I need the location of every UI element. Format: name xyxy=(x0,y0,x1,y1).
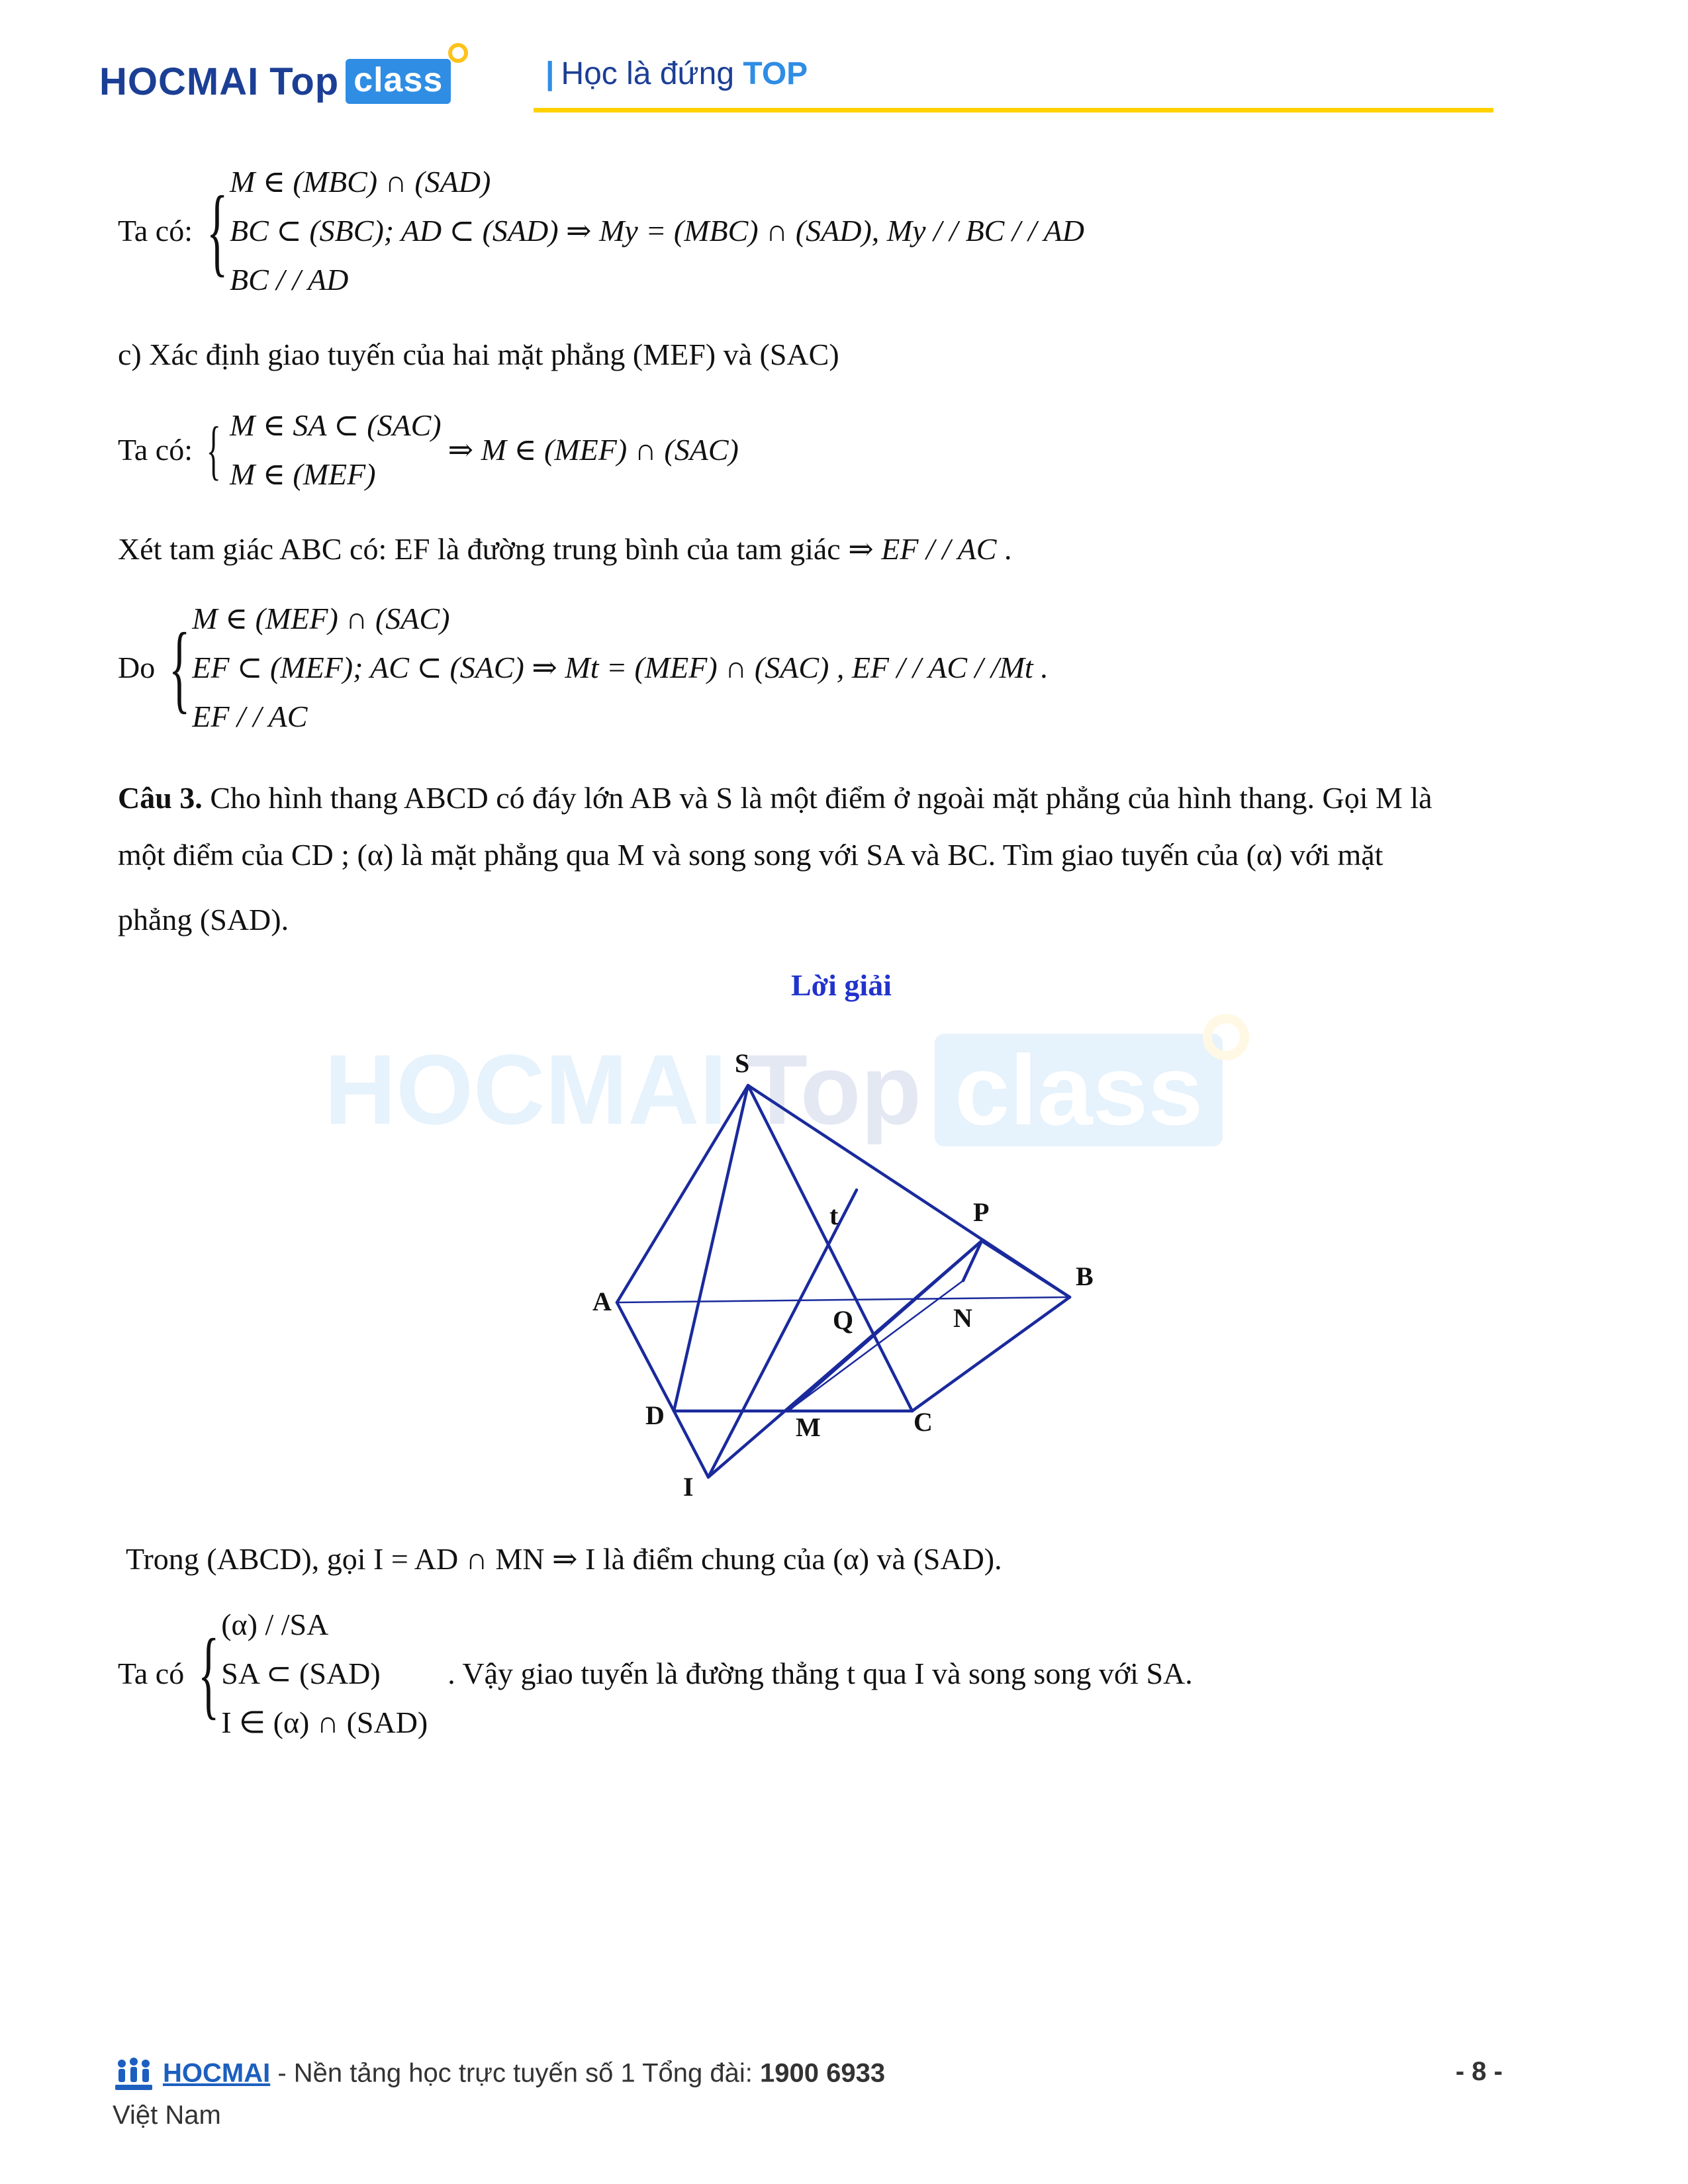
question3-line-3: phẳng (SAD). xyxy=(118,903,289,936)
block4-line-3: I ∈ (α) ∩ (SAD) xyxy=(221,1706,428,1739)
logo-hocmai: HOCMAI xyxy=(99,60,259,103)
consider-line xyxy=(118,531,1011,567)
block4-line-2: SA ⊂ (SAD) xyxy=(221,1657,381,1690)
question3-text-1: Cho hình thang ABCD có đáy lớn AB và S là một điểm ở ngoài mặt phẳng của hình thang. Gọi M là xyxy=(202,781,1432,815)
edge-SA xyxy=(617,1085,748,1302)
question3-label: Câu 3. xyxy=(118,781,203,815)
block4-conclusion: . Vậy giao tuyến là đường thẳng t qua I và song song với SA. xyxy=(447,1657,1193,1691)
block4-line-1: (α) / /SA xyxy=(221,1608,329,1641)
page-number: - 8 - xyxy=(1455,2057,1503,2086)
block3-line-2: EF ⊂ (MEF); AC ⊂ (SAC) ⇒ Mt = (MEF) ∩ (SAC) , EF / / AC / /Mt . xyxy=(192,651,1049,684)
footer-text: - Nền tảng học trực tuyến số 1 xyxy=(270,2058,643,2088)
edge-SC xyxy=(748,1085,912,1411)
tagline-separator: | xyxy=(545,56,555,91)
block3-lines xyxy=(192,594,1048,741)
block2-prefix: Ta có: xyxy=(118,433,193,467)
brace-icon: { xyxy=(169,613,191,723)
block3-prefix: Do xyxy=(118,651,156,685)
header-divider xyxy=(534,108,1493,113)
solution-title: Lời giải xyxy=(791,968,892,1002)
system-block-4 xyxy=(118,1600,1193,1747)
footer-hotline-number: 1900 6933 xyxy=(760,2058,886,2088)
block4-lines xyxy=(221,1600,428,1747)
label-I: I xyxy=(683,1472,694,1502)
logo-class: class xyxy=(353,61,444,99)
edge-DI xyxy=(674,1411,708,1477)
watermark-class-text: class xyxy=(955,1034,1203,1146)
label-N: N xyxy=(953,1303,972,1333)
logo-top: Top xyxy=(269,60,340,103)
watermark-top: Top xyxy=(747,1034,922,1145)
logo-class-badge xyxy=(346,59,451,104)
page-footer xyxy=(113,2057,1503,2130)
edge-AB xyxy=(617,1297,1070,1302)
block1-lines xyxy=(230,158,1084,304)
block4-prefix: Ta có xyxy=(118,1657,185,1691)
brace-icon: { xyxy=(198,1619,220,1729)
system-block-3 xyxy=(118,594,1049,741)
question3-line-1 xyxy=(118,780,1432,816)
label-D: D xyxy=(645,1400,665,1430)
label-M: M xyxy=(796,1412,821,1442)
sun-icon xyxy=(1203,1014,1249,1060)
block3-line-3: EF / / AC xyxy=(192,700,308,733)
tagline-text: Học là đứng xyxy=(561,56,743,91)
footer-brand-link[interactable]: HOCMAI xyxy=(163,2058,271,2088)
consider-text: Xét tam giác ABC có: EF là đường trung bình của tam giác xyxy=(118,532,849,566)
edge-CB xyxy=(912,1297,1070,1411)
line-PN xyxy=(963,1241,982,1281)
label-C: C xyxy=(914,1407,933,1437)
label-t: t xyxy=(829,1201,839,1230)
tagline-strong: TOP xyxy=(743,56,808,91)
system-block-1 xyxy=(118,158,1084,304)
label-A: A xyxy=(592,1287,612,1316)
consider-end: . xyxy=(996,532,1012,566)
question3-line-2: một điểm của CD ; (α) là mặt phẳng qua M và song song với SA và BC. Tìm giao tuyến của (α) với mặt xyxy=(118,838,1383,872)
edge-AD xyxy=(617,1302,674,1411)
geometry-figure xyxy=(563,1032,1158,1509)
label-Q: Q xyxy=(833,1305,854,1335)
label-S: S xyxy=(735,1048,750,1078)
block2-line-2: M ∈ (MEF) xyxy=(230,457,376,491)
edge-SD xyxy=(674,1085,748,1411)
block2-line-1: M ∈ SA ⊂ (SAC) xyxy=(230,408,442,442)
block3-line-1: M ∈ (MEF) ∩ (SAC) xyxy=(192,602,450,635)
block1-line-1: M ∈ (MBC) ∩ (SAD) xyxy=(230,165,491,199)
brace-icon: { xyxy=(207,176,228,286)
block2-lines xyxy=(230,401,442,499)
footer-hotline-label: Tổng đài: xyxy=(642,2058,761,2088)
edge-PB xyxy=(982,1241,1070,1297)
block1-line-2: BC ⊂ (SBC); AD ⊂ (SAD) ⇒ My = (MBC) ∩ (SAD), My / / BC / / AD xyxy=(230,214,1084,248)
consider-math: ⇒ EF / / AC xyxy=(848,532,997,566)
hocmai-topclass-logo xyxy=(99,52,451,111)
watermark-hocmai: HOCMAI xyxy=(324,1034,727,1145)
header-tagline xyxy=(545,56,808,92)
system-block-2 xyxy=(118,401,739,499)
block1-prefix: Ta có: xyxy=(118,214,193,248)
label-P: P xyxy=(973,1197,990,1227)
block2-result: ⇒ M ∈ (MEF) ∩ (SAC) xyxy=(447,433,739,467)
part-c-heading: c) Xác định giao tuyến của hai mặt phẳng (MEF) và (SAC) xyxy=(118,338,839,371)
hocmai-people-icon xyxy=(113,2057,155,2093)
block1-line-3: BC / / AD xyxy=(230,263,349,296)
brace-icon: { xyxy=(207,413,221,486)
footer-hotline xyxy=(642,2059,885,2088)
sun-icon xyxy=(448,43,468,63)
footer-country: Việt Nam xyxy=(113,2101,221,2130)
label-B: B xyxy=(1076,1261,1094,1291)
solution-line: Trong (ABCD), gọi I = AD ∩ MN ⇒ I là điểm chung của (α) và (SAD). xyxy=(126,1542,1002,1576)
